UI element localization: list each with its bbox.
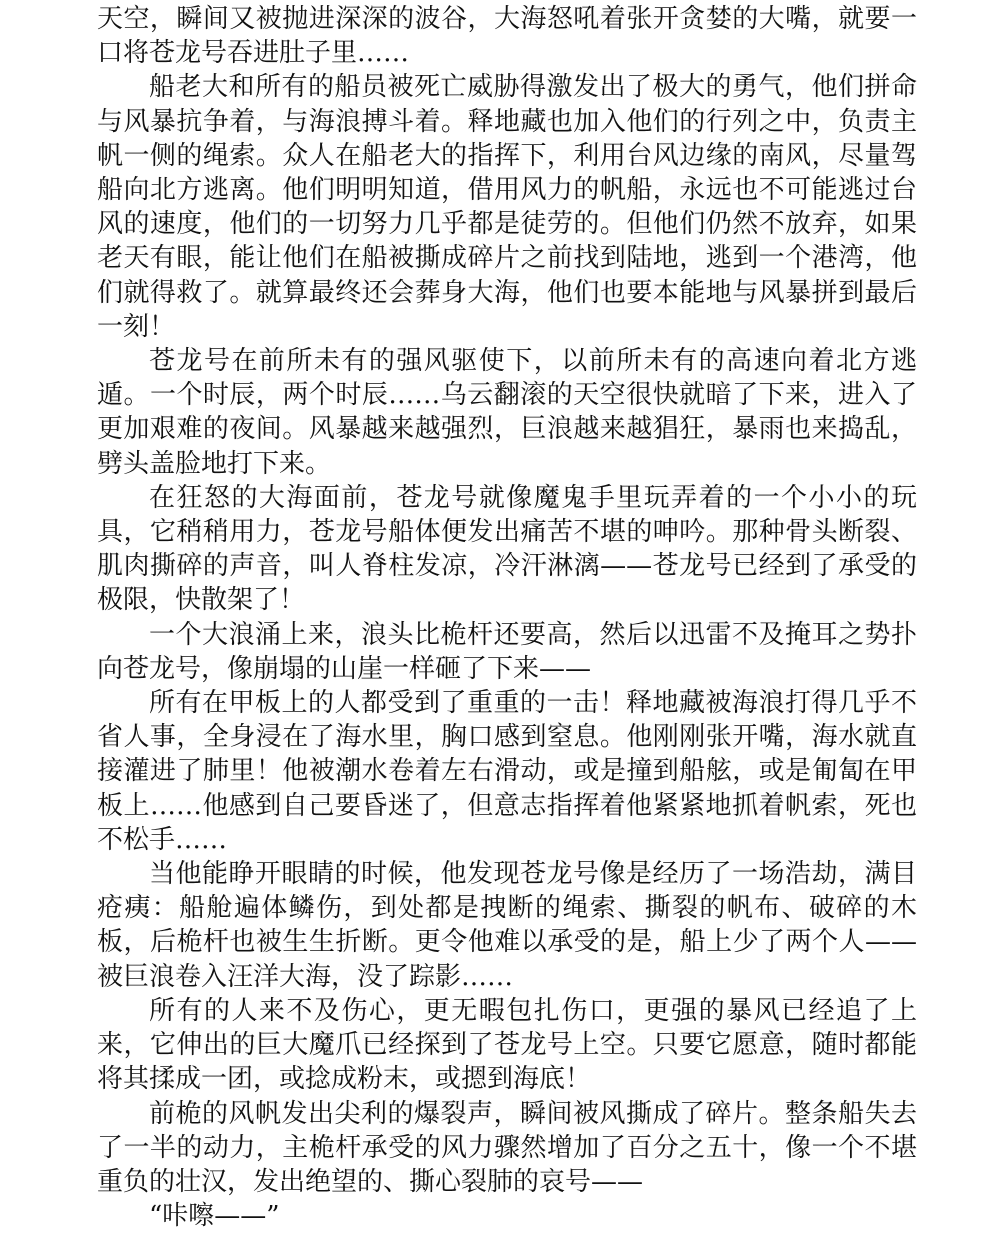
paragraph-4: 在狂怒的大海面前，苍龙号就像魔鬼手里玩弄着的一个小小的玩具，它稍稍用力，苍龙号船体便发出痛苦不堪的呻吟。那种骨头断裂、肌肉撕碎的声音，叫人脊柱发凉，冷汗淋漓——苍龙号已经到了承受的极限，快散架了！ (97, 482, 917, 616)
paragraph-9: 前桅的风帆发出尖利的爆裂声，瞬间被风撕成了碎片。整条船失去了一半的动力，主桅杆承受的风力骤然增加了百分之五十，像一个不堪重负的壮汉，发出绝望的、撕心裂肺的哀号—— (97, 1098, 917, 1197)
paragraph-2: 船老大和所有的船员被死亡威胁得激发出了极大的勇气，他们拼命与风暴抗争着，与海浪搏斗着。释地藏也加入他们的行列之中，负责主帆一侧的绳索。众人在船老大的指挥下，利用台风边缘的南风，尽量驾船向北方逃离。他们明明知道，借用风力的帆船，永远也不可能逃过台风的速度，他们的一切努力几乎都是徒劳的。但他们仍然不放弃，如果老天有眼，能让他们在船被撕成碎片之前找到陆地，逃到一个港湾，他们就得救了。就算最终还会葬身大海，他们也要本能地与风暴拼到最后一刻！ (97, 72, 917, 342)
paragraph-10: “咔嚓——” (149, 1201, 280, 1232)
paragraph-7: 当他能睁开眼睛的时候，他发现苍龙号像是经历了一场浩劫，满目疮痍：船舱遍体鳞伤，到处都是拽断的绳索、撕裂的帆布、破碎的木板，后桅杆也被生生折断。更令他难以承受的是，船上少了两个人——被巨浪卷入汪洋大海，没了踪影…… (97, 859, 917, 992)
paragraph-5: 一个大浪涌上来，浪头比桅杆还要高，然后以迅雷不及掩耳之势扑向苍龙号，像崩塌的山崖一样砸了下来—— (97, 619, 917, 684)
article-body (97, 2, 917, 1233)
paragraph-6: 所有在甲板上的人都受到了重重的一击！释地藏被海浪打得几乎不省人事，全身浸在了海水里，胸口感到窒息。他刚刚张开嘴，海水就直接灌进了肺里！他被潮水卷着左右滑动，或是撞到船舷，或是匍匐在甲板上……他感到自己要昏迷了，但意志指挥着他紧紧地抓着帆索，死也不松手…… (97, 688, 917, 855)
paragraph-1: 天空，瞬间又被抛进深深的波谷，大海怒吼着张开贪婪的大嘴，就要一口将苍龙号吞进肚子里…… (97, 4, 917, 69)
paragraph-8: 所有的人来不及伤心，更无暇包扎伤口，更强的暴风已经追了上来，它伸出的巨大魔爪已经探到了苍龙号上空。只要它愿意，随时都能将其揉成一团，或捻成粉末，或摁到海底！ (97, 995, 917, 1095)
paragraph-3: 苍龙号在前所未有的强风驱使下，以前所未有的高速向着北方逃遁。一个时辰，两个时辰……乌云翻滚的天空很快就暗了下来，进入了更加艰难的夜间。风暴越来越强烈，巨浪越来越猖狂，暴雨也来捣乱，劈头盖脸地打下来。 (97, 346, 917, 479)
